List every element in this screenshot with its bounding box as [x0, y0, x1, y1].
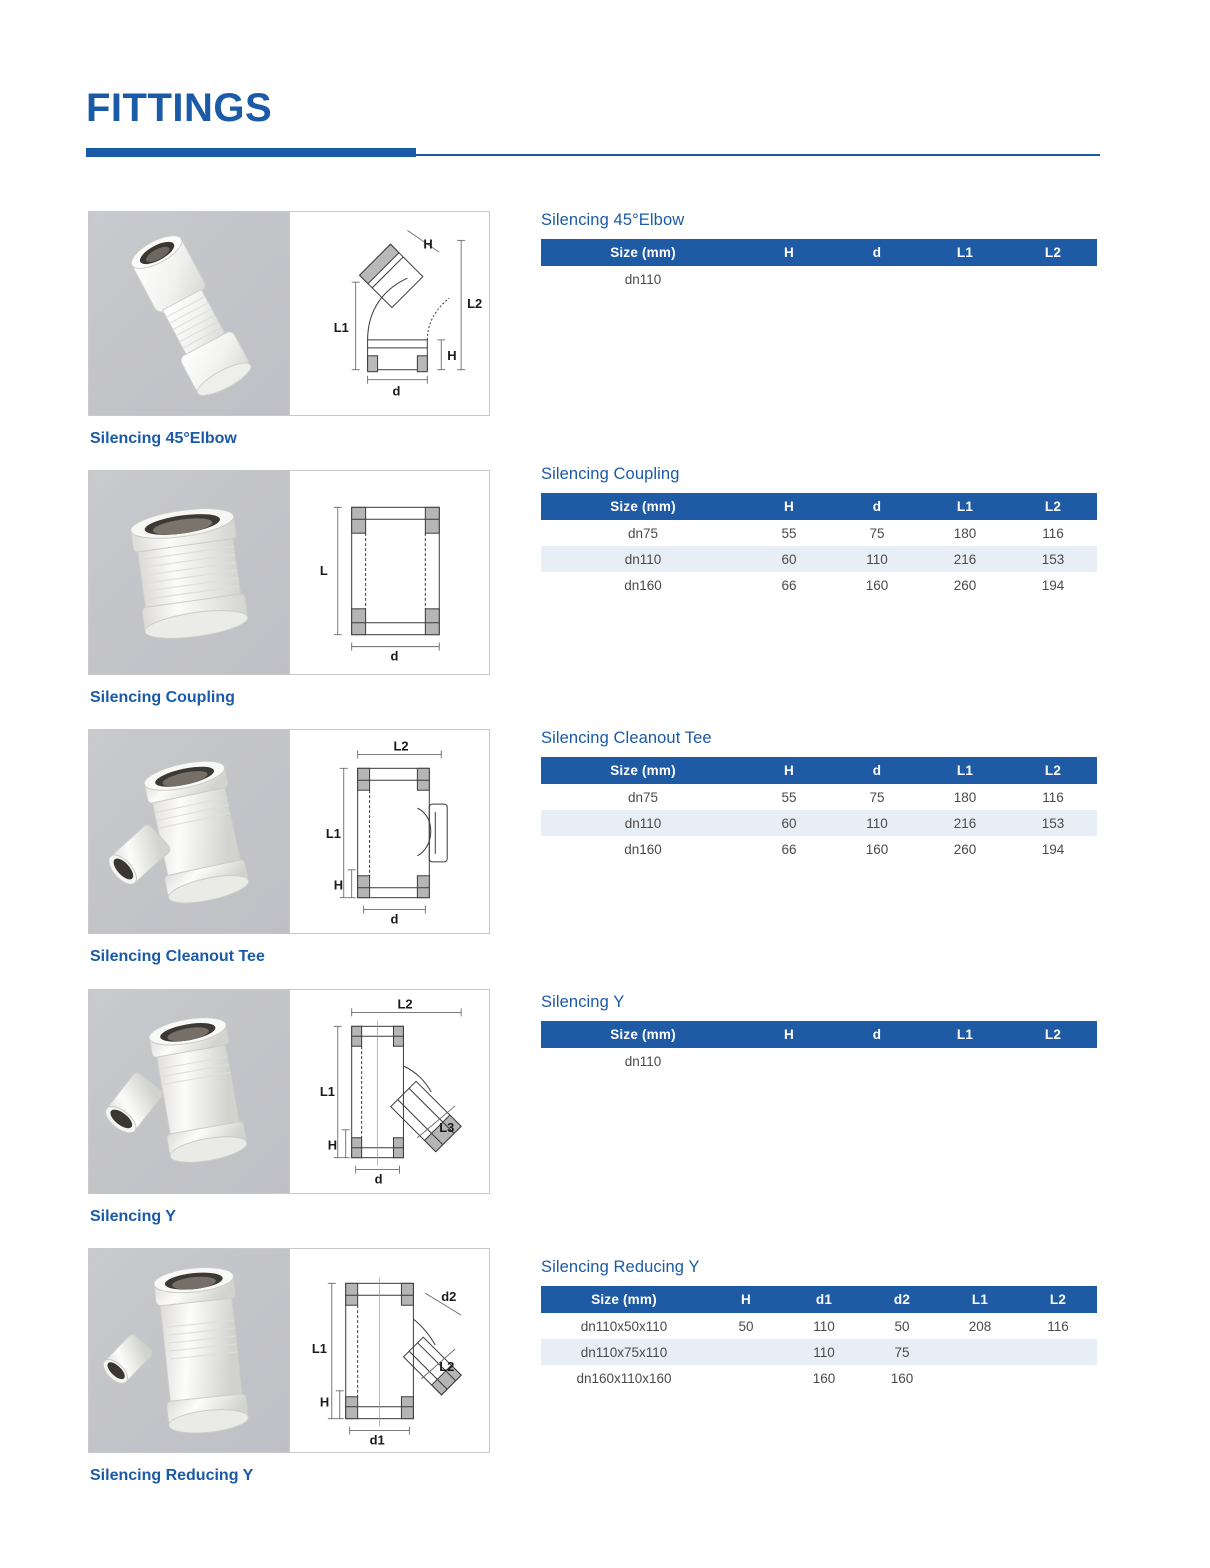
- cell-l2: 116: [1019, 1313, 1097, 1339]
- product-card-silencing-cleanout-tee: [88, 729, 492, 966]
- cell-l2: 116: [1009, 784, 1097, 810]
- cell-size: dn75: [541, 784, 745, 810]
- product-panel: [88, 470, 490, 675]
- cell-size: dn110: [541, 810, 745, 836]
- column-header-d1: d1: [785, 1286, 863, 1313]
- dim-label-L1: L1: [333, 319, 349, 335]
- cell-size: dn110: [541, 546, 745, 572]
- cell-l2: [1009, 1048, 1097, 1074]
- column-header-l1: L1: [941, 1286, 1019, 1313]
- cell-l1: [941, 1365, 1019, 1391]
- cell-d: 75: [833, 520, 921, 546]
- page-header: [86, 88, 1100, 158]
- column-header-l2: L2: [1009, 239, 1097, 266]
- title-rule-thin: [416, 154, 1100, 156]
- spec-table: [541, 1021, 1097, 1074]
- column-header-h: H: [707, 1286, 785, 1313]
- table-title: Silencing 45°Elbow: [541, 211, 685, 229]
- column-header-h: H: [745, 239, 833, 266]
- spec-table-block-silencing-reducing-y: [541, 1258, 1097, 1391]
- column-header-l1: L1: [921, 757, 1009, 784]
- column-header-h: H: [745, 493, 833, 520]
- cell-d2: 50: [863, 1313, 941, 1339]
- table-row: [541, 810, 1097, 836]
- silencing-45-elbow-photo: [89, 212, 289, 415]
- column-header-h: H: [745, 1021, 833, 1048]
- cell-h: 55: [745, 784, 833, 810]
- dim-label-L1: L1: [319, 1083, 335, 1099]
- column-header-size: Size (mm): [541, 239, 745, 266]
- table-row: [541, 520, 1097, 546]
- cell-d1: 160: [785, 1365, 863, 1391]
- cell-d: 110: [833, 810, 921, 836]
- cell-size: dn110x50x110: [541, 1313, 707, 1339]
- dim-label-L3: L3: [439, 1119, 455, 1135]
- column-header-size: Size (mm): [541, 757, 745, 784]
- table-row: [541, 266, 1097, 292]
- cell-h: 55: [745, 520, 833, 546]
- cell-h: 66: [745, 836, 833, 862]
- silencing-y-photo: [89, 990, 289, 1193]
- cell-l2: 116: [1009, 520, 1097, 546]
- spec-table: [541, 1286, 1097, 1391]
- dim-label-L1: L1: [311, 1340, 327, 1356]
- product-panel: [88, 1248, 490, 1453]
- spec-table: [541, 239, 1097, 292]
- column-header-d: d: [833, 239, 921, 266]
- dim-label-L1: L1: [325, 826, 341, 842]
- cell-l2: 153: [1009, 810, 1097, 836]
- cell-h: 60: [745, 546, 833, 572]
- silencing-y-drawing: [289, 990, 489, 1193]
- cell-size: dn160: [541, 836, 745, 862]
- cell-l1: [921, 1048, 1009, 1074]
- column-header-d: d: [833, 1021, 921, 1048]
- product-card-silencing-reducing-y: [88, 1248, 492, 1485]
- column-header-l2: L2: [1009, 1021, 1097, 1048]
- column-header-l2: L2: [1019, 1286, 1097, 1313]
- dim-label-H: H: [327, 1137, 338, 1153]
- table-row: [541, 1048, 1097, 1074]
- cell-d: 110: [833, 546, 921, 572]
- silencing-cleanout-tee-drawing: [289, 730, 489, 933]
- cell-d2: 75: [863, 1339, 941, 1365]
- product-caption: Silencing Coupling: [90, 689, 235, 707]
- dim-label-d: d: [374, 1171, 383, 1187]
- cell-l1: 260: [921, 572, 1009, 598]
- cell-l1: 216: [921, 810, 1009, 836]
- cell-size: dn110x75x110: [541, 1339, 707, 1365]
- column-header-size: Size (mm): [541, 1021, 745, 1048]
- cell-h: [707, 1365, 785, 1391]
- cell-d: [833, 1048, 921, 1074]
- spec-table: [541, 493, 1097, 598]
- title-underline-rule: [86, 148, 1100, 158]
- cell-l2: 153: [1009, 546, 1097, 572]
- cell-size: dn160: [541, 572, 745, 598]
- cell-l1: 260: [921, 836, 1009, 862]
- table-row: [541, 546, 1097, 572]
- dim-label-H: H: [333, 878, 344, 894]
- column-header-l2: L2: [1009, 493, 1097, 520]
- spec-table-block-silencing-cleanout-tee: [541, 729, 1097, 862]
- cell-d: 160: [833, 836, 921, 862]
- cell-h: [707, 1339, 785, 1365]
- dim-label-H-bottom: H: [447, 347, 457, 363]
- dim-label-d: d: [390, 911, 399, 927]
- column-header-d2: d2: [863, 1286, 941, 1313]
- spec-table-block-silencing-y: [541, 993, 1097, 1074]
- product-panel: [88, 211, 490, 416]
- dim-label-H-top: H: [423, 236, 433, 252]
- table-header-row: [541, 757, 1097, 784]
- silencing-coupling-drawing: [289, 471, 489, 674]
- dim-label-L2: L2: [393, 738, 409, 754]
- table-row: [541, 1339, 1097, 1365]
- silencing-reducing-y-drawing: [289, 1249, 489, 1452]
- dim-label-d: d: [392, 383, 401, 399]
- table-header-row: [541, 1021, 1097, 1048]
- table-title: Silencing Cleanout Tee: [541, 729, 712, 747]
- product-caption: Silencing Reducing Y: [90, 1466, 254, 1484]
- product-panel: [88, 729, 490, 934]
- cell-size: dn110: [541, 1048, 745, 1074]
- cell-h: 66: [745, 572, 833, 598]
- table-row: [541, 836, 1097, 862]
- column-header-l1: L1: [921, 493, 1009, 520]
- column-header-size: Size (mm): [541, 493, 745, 520]
- cell-h: 60: [745, 810, 833, 836]
- column-header-l1: L1: [921, 239, 1009, 266]
- product-caption: Silencing 45°Elbow: [90, 430, 237, 447]
- cell-l2: 194: [1009, 572, 1097, 598]
- cell-l2: [1019, 1339, 1097, 1365]
- cell-l2: [1009, 266, 1097, 292]
- table-header-row: [541, 239, 1097, 266]
- cell-d: 160: [833, 572, 921, 598]
- product-panel: [88, 989, 490, 1194]
- product-gallery: [88, 211, 492, 1485]
- cell-l1: 180: [921, 520, 1009, 546]
- column-header-size: Size (mm): [541, 1286, 707, 1313]
- table-row: [541, 1313, 1097, 1339]
- spec-table-block-silencing-coupling: [541, 465, 1097, 598]
- dim-label-d1: d1: [369, 1432, 385, 1448]
- cell-l2: 194: [1009, 836, 1097, 862]
- table-title: Silencing Reducing Y: [541, 1258, 700, 1276]
- silencing-coupling-photo: [89, 471, 289, 674]
- spec-table-block-silencing-45-elbow: [541, 211, 1097, 292]
- table-title: Silencing Coupling: [541, 465, 680, 483]
- table-row: [541, 572, 1097, 598]
- cell-d1: 110: [785, 1313, 863, 1339]
- cell-h: [745, 266, 833, 292]
- cell-l1: 180: [921, 784, 1009, 810]
- product-card-silencing-y: [88, 989, 492, 1226]
- dim-label-d2: d2: [441, 1288, 457, 1304]
- table-row: [541, 1365, 1097, 1391]
- title-rule-thick: [86, 148, 416, 157]
- cell-h: 50: [707, 1313, 785, 1339]
- cell-l2: [1019, 1365, 1097, 1391]
- dim-label-L2: L2: [439, 1358, 455, 1374]
- dim-label-H: H: [319, 1394, 330, 1410]
- cell-d: 75: [833, 784, 921, 810]
- column-header-l1: L1: [921, 1021, 1009, 1048]
- cell-l1: 216: [921, 546, 1009, 572]
- cell-l1: [941, 1339, 1019, 1365]
- table-row: [541, 784, 1097, 810]
- dim-label-d: d: [390, 648, 399, 664]
- cell-size: dn160x110x160: [541, 1365, 707, 1391]
- cell-d2: 160: [863, 1365, 941, 1391]
- silencing-45-elbow-drawing: [289, 212, 489, 415]
- column-header-h: H: [745, 757, 833, 784]
- product-card-silencing-coupling: [88, 470, 492, 707]
- page-title: FITTINGS: [86, 86, 273, 130]
- table-header-row: [541, 1286, 1097, 1313]
- silencing-reducing-y-photo: [89, 1249, 289, 1452]
- product-caption: Silencing Y: [90, 1207, 176, 1225]
- table-header-row: [541, 493, 1097, 520]
- cell-d: [833, 266, 921, 292]
- spec-table: [541, 757, 1097, 862]
- cell-size: dn110: [541, 266, 745, 292]
- product-caption: Silencing Cleanout Tee: [90, 948, 265, 966]
- dim-label-L: L: [319, 563, 328, 579]
- silencing-cleanout-tee-photo: [89, 730, 289, 933]
- column-header-l2: L2: [1009, 757, 1097, 784]
- table-title: Silencing Y: [541, 993, 625, 1011]
- column-header-d: d: [833, 493, 921, 520]
- cell-d1: 110: [785, 1339, 863, 1365]
- cell-l1: 208: [941, 1313, 1019, 1339]
- product-card-silencing-45-elbow: [88, 211, 492, 448]
- column-header-d: d: [833, 757, 921, 784]
- cell-l1: [921, 266, 1009, 292]
- dim-label-L2: L2: [467, 296, 483, 312]
- cell-h: [745, 1048, 833, 1074]
- cell-size: dn75: [541, 520, 745, 546]
- dim-label-L2: L2: [397, 995, 413, 1011]
